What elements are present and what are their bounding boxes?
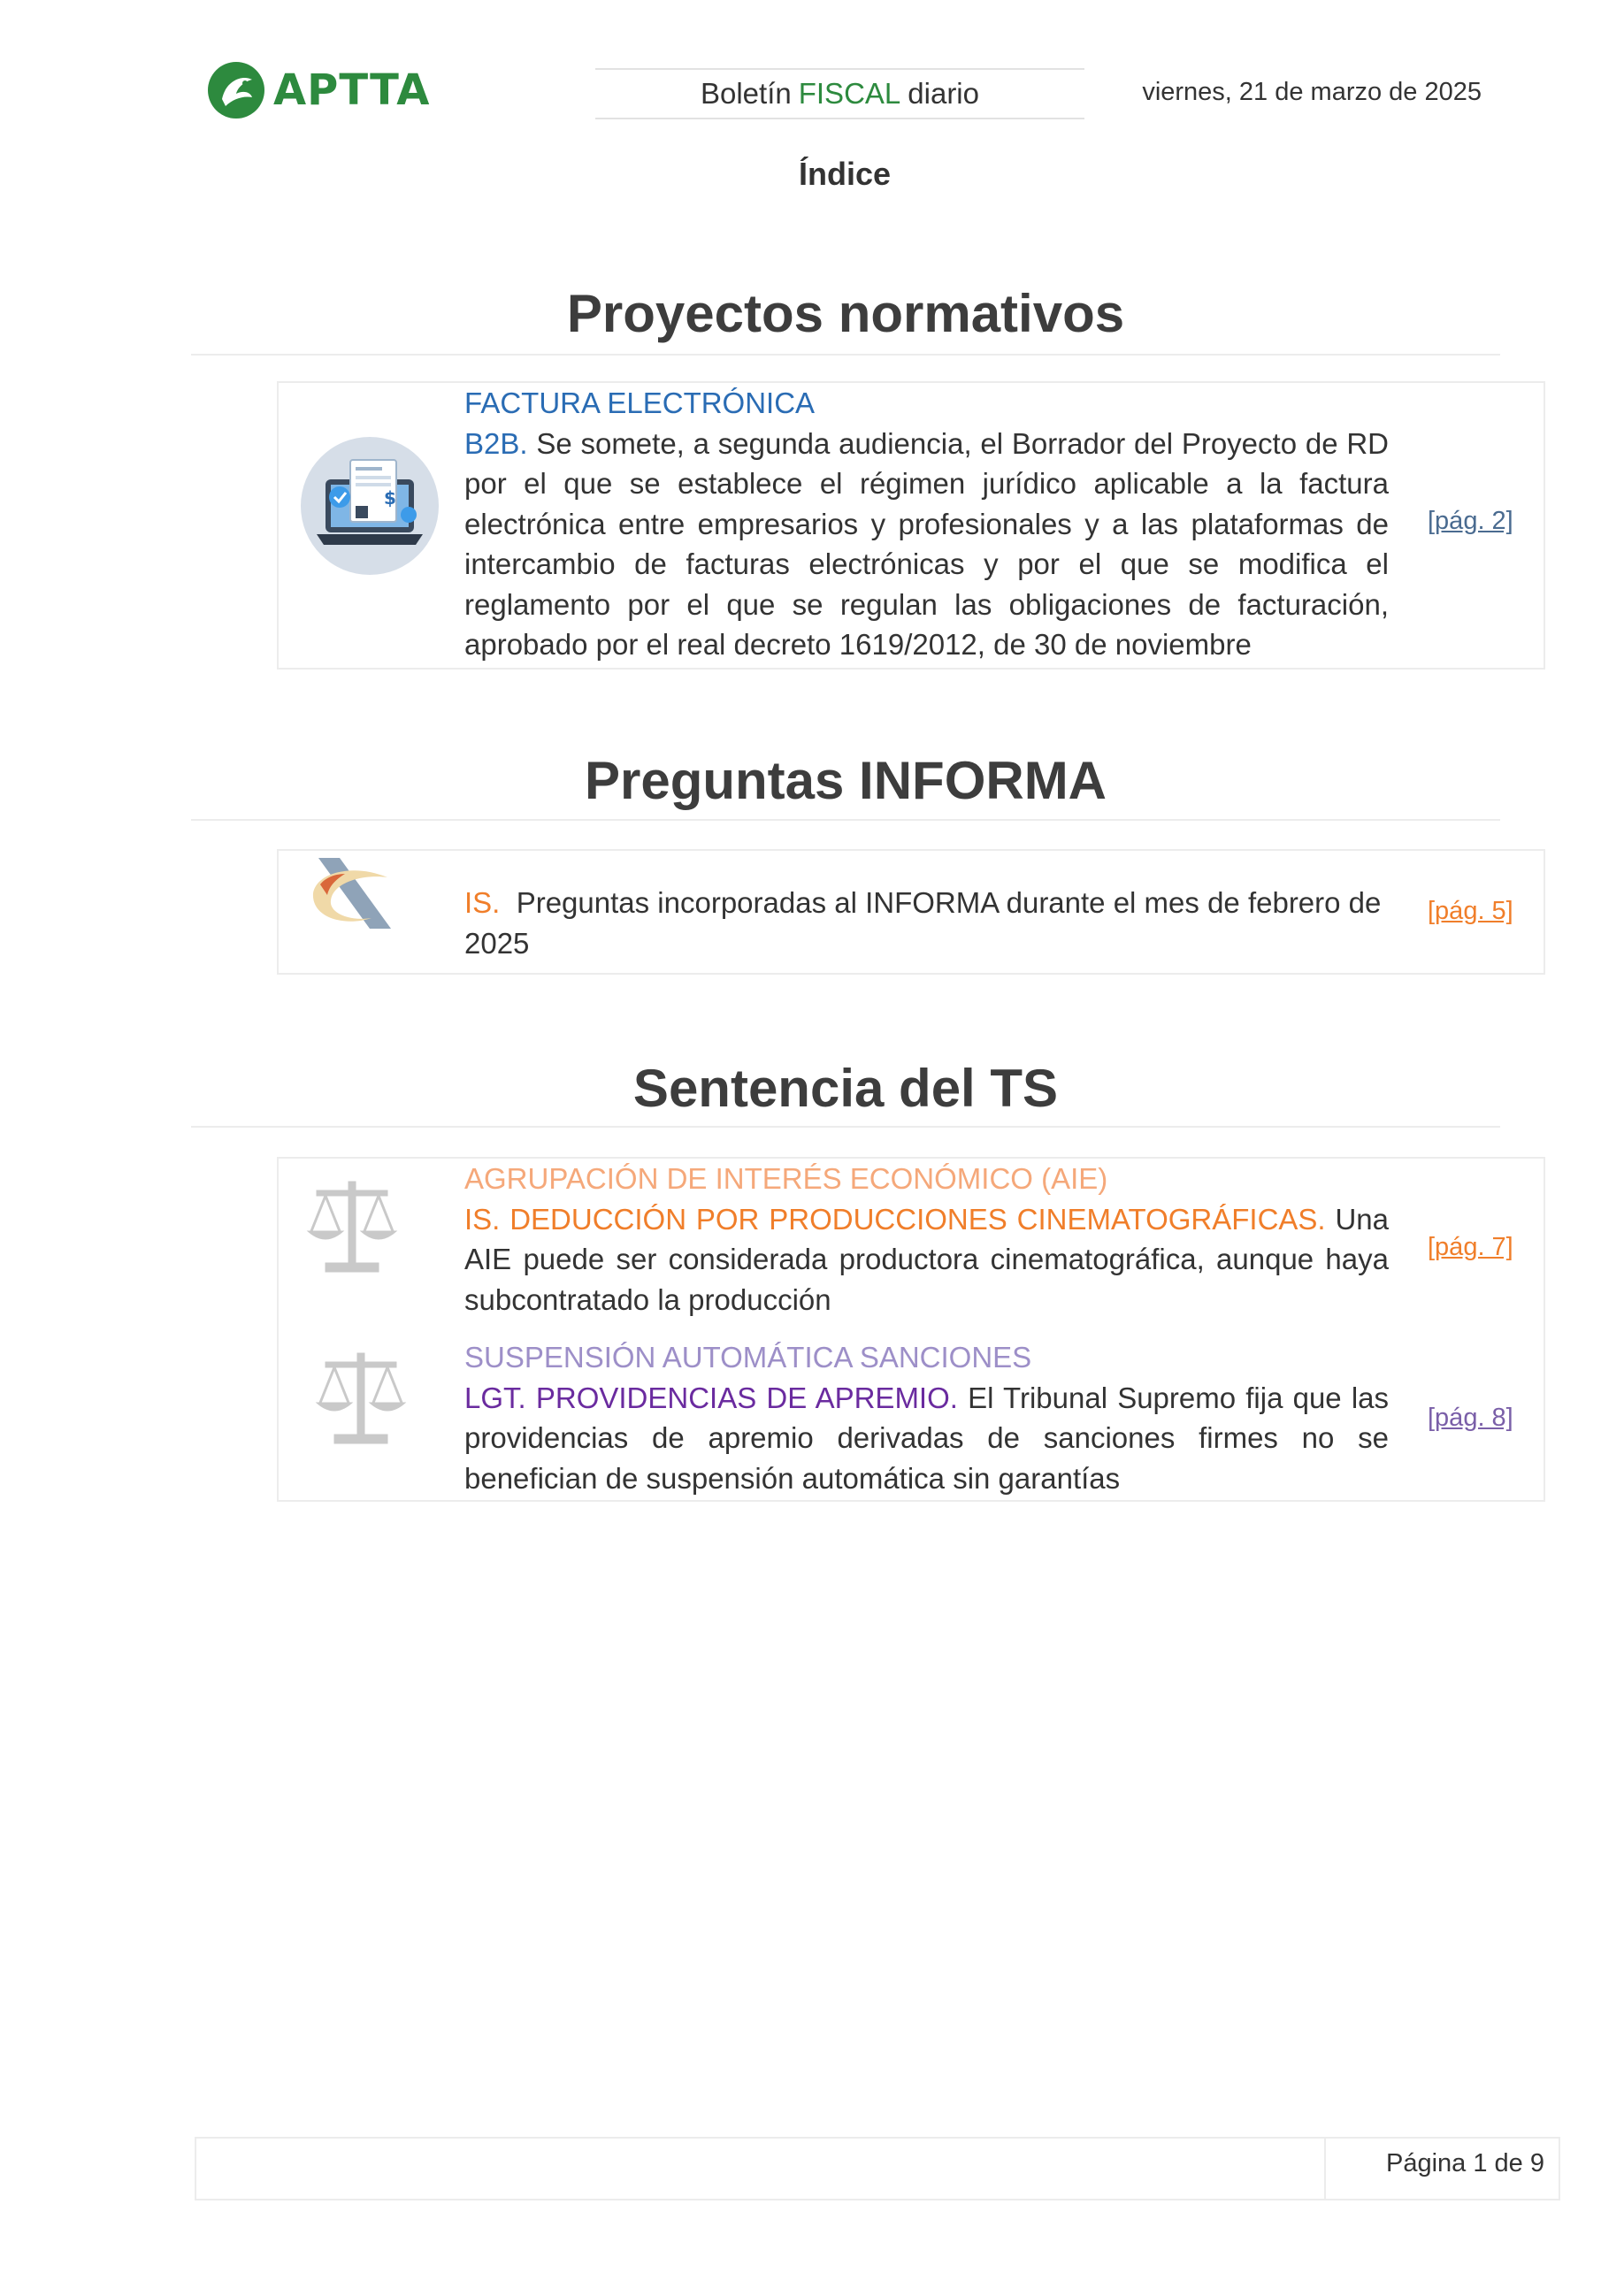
entry-text: El Tribunal Supremo fija que las providencias de apremio derivadas de sanciones firmes no se benefician de suspensión automática sin garantías bbox=[464, 1381, 1390, 1495]
entry-body bbox=[464, 424, 1389, 665]
e-invoice-laptop-icon bbox=[299, 435, 440, 577]
page-link-2[interactable]: [pág. 2] bbox=[1428, 507, 1513, 535]
section-divider bbox=[191, 354, 1500, 356]
section-title-informa: Preguntas INFORMA bbox=[584, 751, 1107, 810]
entry-text: Se somete, a segunda audiencia, el Borrador del Proyecto de RD por el que se establece el régimen jurídico aplicable a la factura electrónica entre empresarios y profesionales y a las plataformas de intercambio de facturas electrónicas y por el que se modifica el reglamento por el que se regulan las obligaciones de facturación, aprobado por el real decreto 1619/2012, de 30 de noviembre bbox=[464, 426, 1389, 661]
entry-aie-content bbox=[464, 1159, 1389, 1320]
entry-category: AGRUPACIÓN DE INTERÉS ECONÓMICO (AIE) bbox=[464, 1162, 1108, 1195]
section-title-sentencia: Sentencia del TS bbox=[632, 1059, 1059, 1118]
scales-of-justice-icon bbox=[299, 1173, 405, 1279]
page-number: Página 1 de 9 bbox=[1386, 2149, 1544, 2177]
entry-body bbox=[464, 1199, 1389, 1320]
bulletin-prefix: Boletín bbox=[700, 77, 792, 110]
entry-lead: IS. DEDUCCIÓN POR PRODUCCIONES CINEMATOGRÁFICAS. bbox=[464, 1202, 1326, 1236]
aptta-logo bbox=[206, 58, 454, 122]
entry-body bbox=[464, 1378, 1389, 1499]
entry-category: SUSPENSIÓN AUTOMÁTICA SANCIONES bbox=[464, 1341, 1032, 1374]
entry-lead: IS. bbox=[464, 886, 501, 919]
bulletin-suffix: diario bbox=[908, 77, 979, 110]
agencia-tributaria-logo-icon bbox=[310, 854, 398, 932]
logo-text: APTTA bbox=[273, 65, 431, 115]
entry-factura-content bbox=[464, 383, 1389, 665]
publication-date: viernes, 21 de marzo de 2025 bbox=[1142, 78, 1482, 106]
entry-lead: B2B. bbox=[464, 426, 528, 460]
svg-text:$: $ bbox=[384, 487, 396, 509]
page-link-7[interactable]: [pág. 7] bbox=[1428, 1233, 1513, 1261]
section-divider bbox=[191, 819, 1500, 821]
aptta-emblem-icon bbox=[206, 60, 266, 120]
index-title: Índice bbox=[798, 156, 892, 192]
entry-lead: LGT. PROVIDENCIAS DE APREMIO. bbox=[464, 1381, 958, 1414]
entry-sanciones-content bbox=[464, 1337, 1389, 1498]
scales-of-justice-icon bbox=[308, 1344, 414, 1450]
entry-informa-content bbox=[464, 883, 1389, 963]
page-link-8[interactable]: [pág. 8] bbox=[1428, 1404, 1513, 1432]
bulletin-highlight: FISCAL bbox=[798, 77, 901, 110]
section-divider bbox=[191, 1126, 1500, 1128]
entry-category: FACTURA ELECTRÓNICA bbox=[464, 386, 816, 419]
page-link-5[interactable]: [pág. 5] bbox=[1428, 897, 1513, 925]
entry-text: Preguntas incorporadas al INFORMA durante el mes de febrero de 2025 bbox=[464, 886, 1382, 960]
section-title-proyectos: Proyectos normativos bbox=[566, 284, 1125, 343]
bulletin-title bbox=[595, 68, 1084, 119]
entry-text: Una AIE puede ser considerada productora cinematográfica, aunque haya subcontratado la producción bbox=[464, 1202, 1389, 1316]
footer-separator bbox=[1324, 2137, 1326, 2200]
